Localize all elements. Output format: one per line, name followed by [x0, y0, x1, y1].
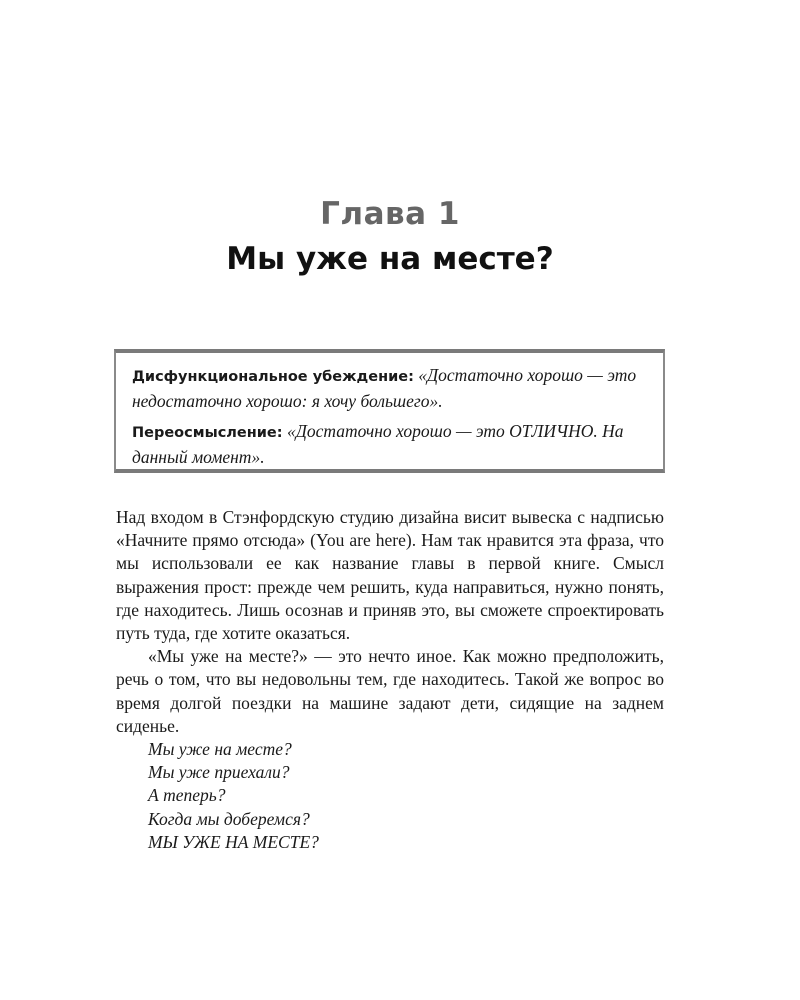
- belief-label: Дисфункциональное убеждение:: [132, 369, 414, 385]
- paragraph-1: Над входом в Стэнфордскую студию дизайна висит вывеска с надписью «Начните прямо отсюда» (You are here). Нам так нравится эта фраза, что мы использовали ее как название главы в первой книге. Смысл выражения прост: прежде чем решить, куда направиться, нужно понять, где находитесь. Лишь осознав и приняв это, вы сможете спроектировать путь туда, где хотите оказаться.: [116, 507, 664, 644]
- dialog-line: Когда мы доберемся?: [148, 808, 310, 829]
- chapter-number: Глава 1: [320, 196, 460, 232]
- body-text: [116, 506, 664, 854]
- reframe-label: Переосмысление:: [132, 425, 283, 441]
- belief-quote: «Достаточно хорошо — это недостаточно хорошо: я хочу большего».: [132, 365, 637, 411]
- paragraph-2: «Мы уже на месте?» — это нечто иное. Как можно предположить, речь о том, что вы недовольны тем, где находитесь. Такой же вопрос во время долгой поездки на машине задают дети, сидящие на заднем сиденье.: [116, 646, 664, 736]
- callout-box: [114, 349, 665, 473]
- dialog-line: МЫ УЖЕ НА МЕСТЕ?: [148, 831, 319, 852]
- chapter-title: Мы уже на месте?: [226, 241, 554, 277]
- dialog-line: Мы уже на месте?: [148, 739, 292, 760]
- belief-line: [132, 363, 647, 413]
- reframe-quote: «Достаточно хорошо — это ОТЛИЧНО. На данный момент».: [132, 421, 624, 467]
- dialog-line: Мы уже приехали?: [148, 762, 290, 783]
- dialog-list: [116, 738, 664, 854]
- reframe-line: [132, 419, 647, 469]
- dialog-line: А теперь?: [148, 785, 226, 806]
